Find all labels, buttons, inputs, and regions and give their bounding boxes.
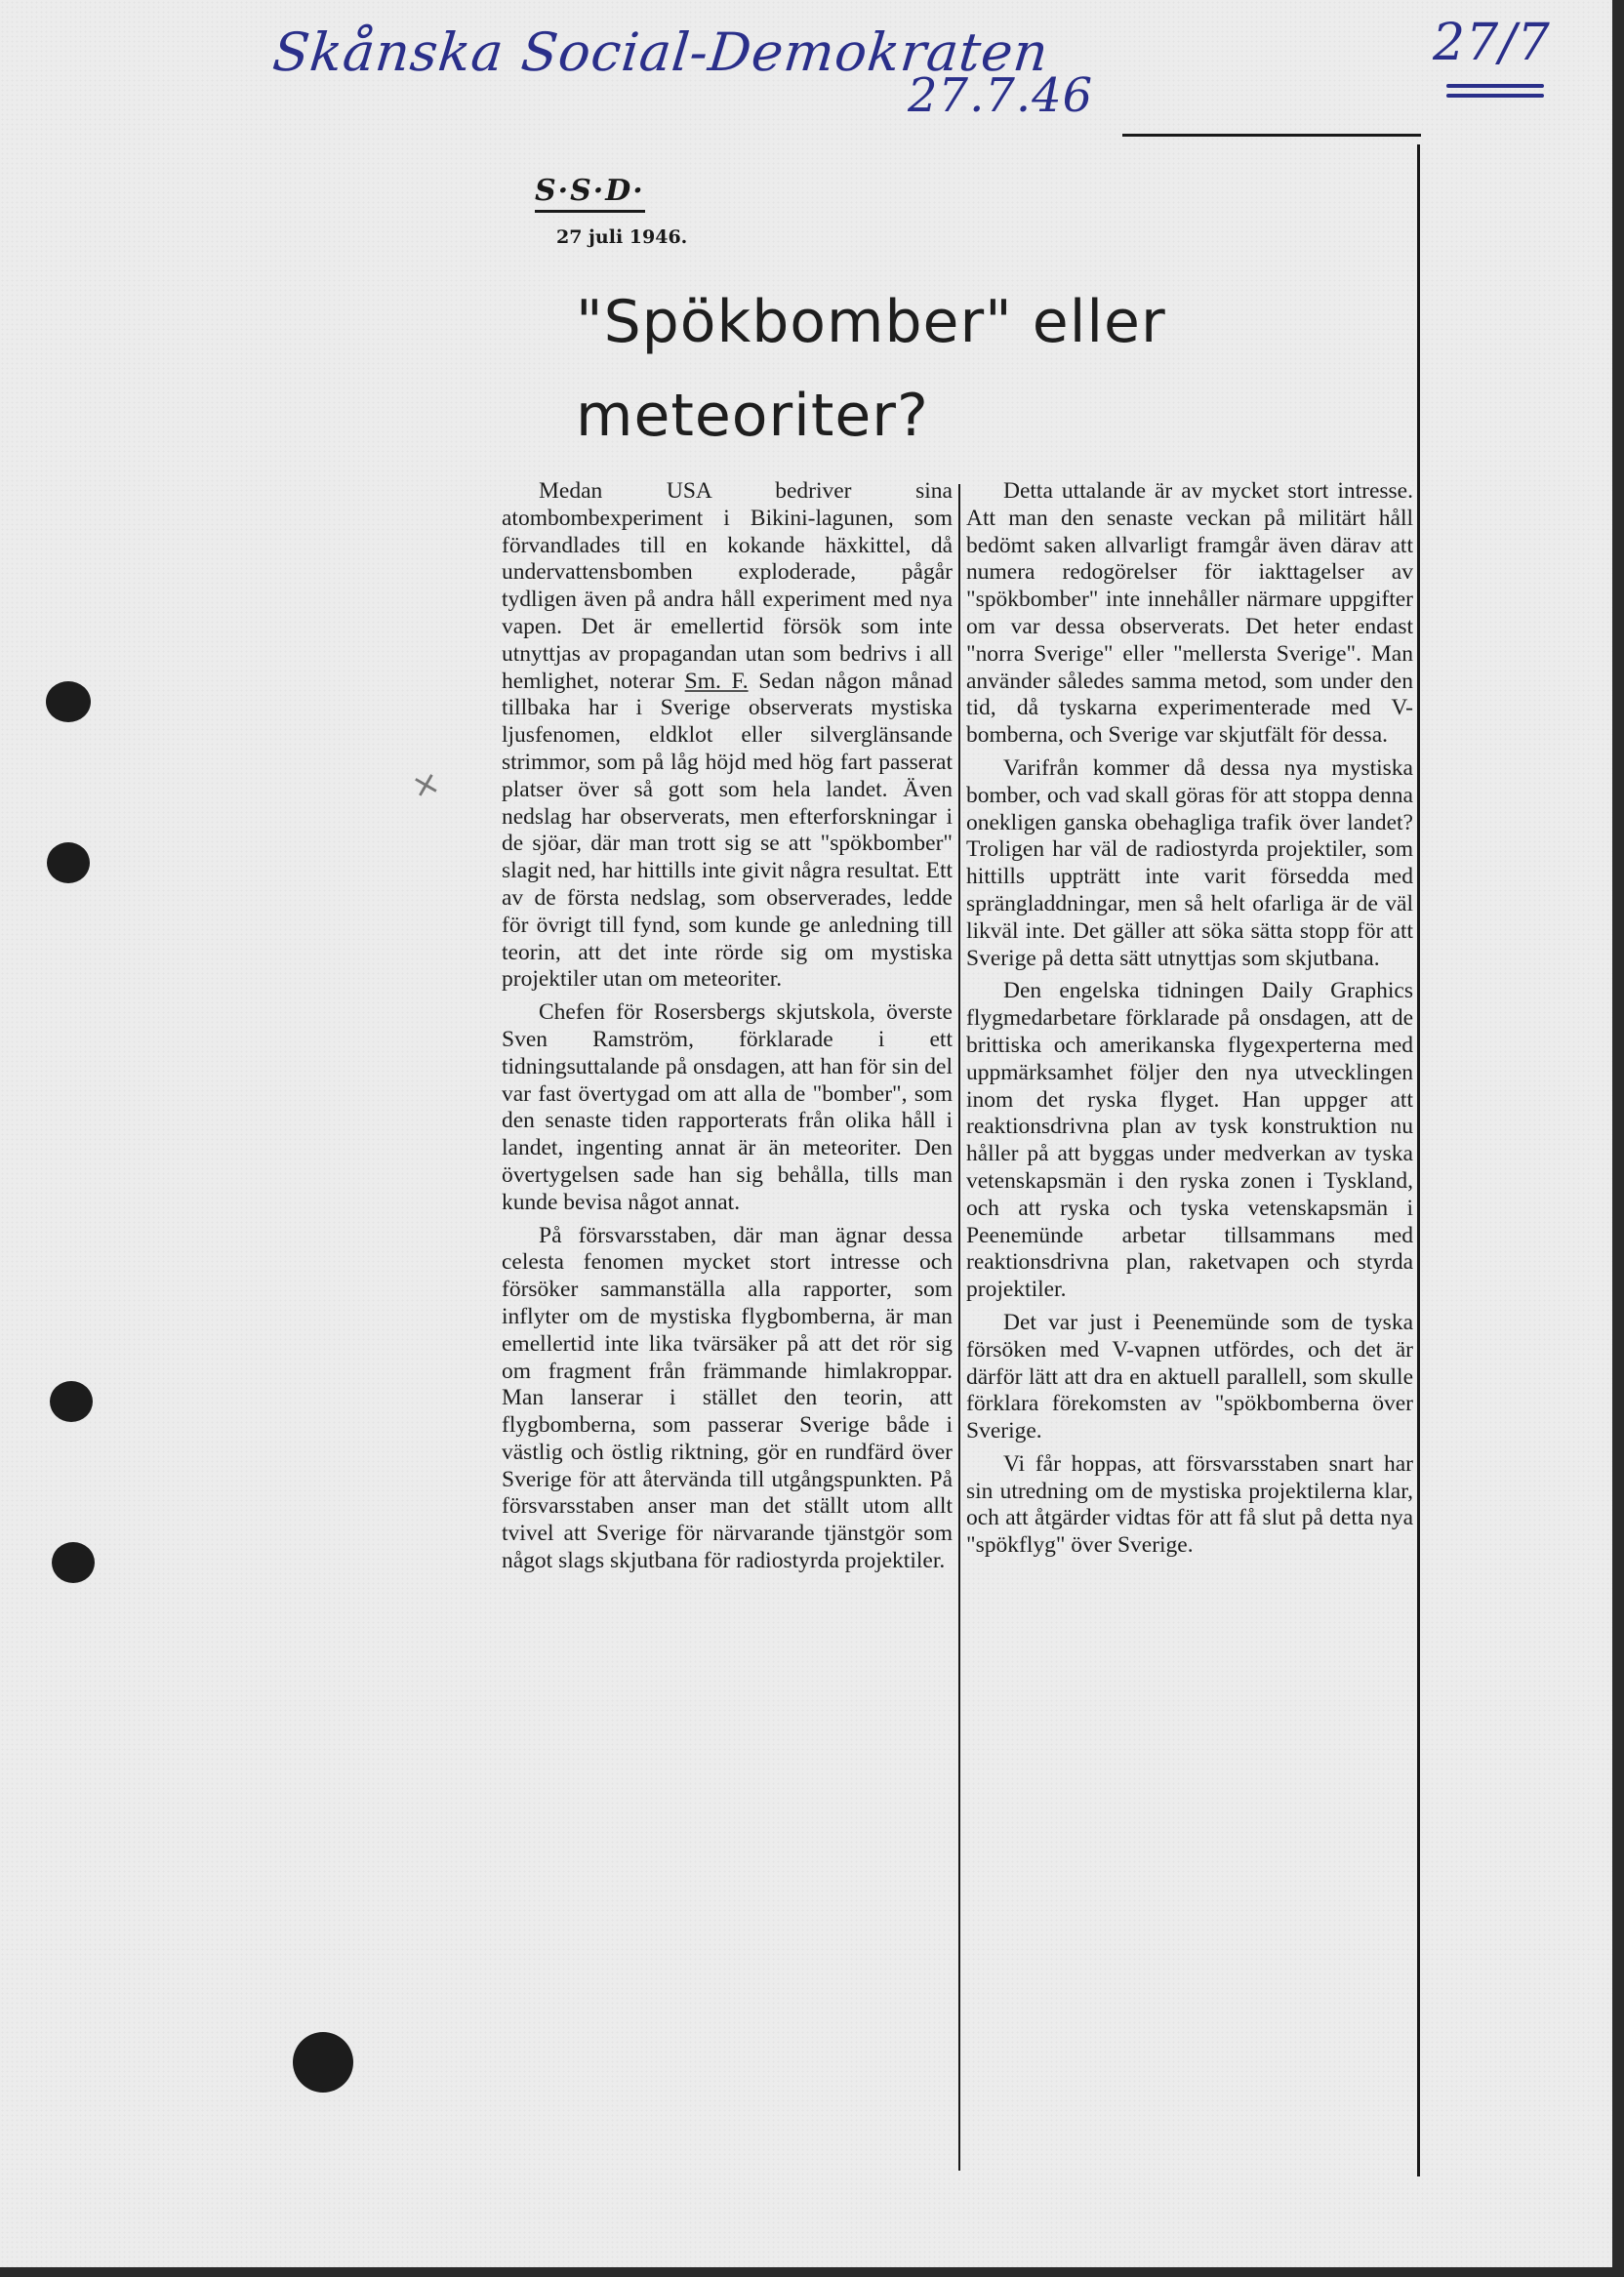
paragraph: Den engelska tidningen Daily Graphics flygmedarbetare förklarade på onsdagen, att de brittiska och amerikanska flygexperterna med uppmärksamhet följer den nya utvecklingen inom det ryska flyget. Han uppger att reaktionsdrivna plan av tysk konstruktion nu håller på att byggas under medverkan av tyska vetenskapsmän i den ryska zonen i Tyskland, och att ryska och tyska vetenskapsmän i Peenemünde arbetar tillsammans med reaktionsdrivna plan, raketvapen och styrda projektiler. bbox=[966, 978, 1413, 1303]
handwritten-page-ref: 27/7 bbox=[1433, 14, 1551, 72]
paragraph: Vi får hoppas, att försvarsstaben snart har sin utredning om de mystiska projektilerna klar, och att åtgärder vidtas för att få slut på detta nya "spökflyg" över Sverige. bbox=[966, 1450, 1413, 1559]
punch-hole-icon bbox=[46, 681, 91, 722]
clipping-border-right bbox=[1417, 144, 1420, 2176]
clipping-border-top bbox=[1122, 134, 1421, 137]
margin-x-mark-icon: × bbox=[407, 761, 445, 808]
paragraph: Det var just i Peenemünde som de tyska försöken med V-vapnen utfördes, och det är därför lätt att dra en aktuell parallell, som skulle förklara förekomsten av "spökbomberna över Sverige. bbox=[966, 1309, 1413, 1444]
punch-hole-icon bbox=[52, 1542, 95, 1583]
headline-line-2: meteoriter? bbox=[576, 382, 929, 450]
paragraph: Chefen för Rosersbergs skjutskola, överste Sven Ramström, förklarade i ett tidningsuttalande på onsdagen, att han för sin del var fast övertygad om att alla de "bomber", som den senaste tiden rapporterats från olika håll i landet, ingenting annat är än meteoriter. Den övertygelsen sade han sig behålla, tills man kunde bevisa något annat. bbox=[502, 999, 953, 1215]
handwritten-underline bbox=[1446, 84, 1544, 88]
article-column-right bbox=[966, 478, 1413, 1565]
handwritten-date-note: 27.7.46 bbox=[908, 68, 1094, 123]
punch-hole-icon bbox=[47, 842, 90, 883]
headline-line-1: "Spökbomber" eller bbox=[576, 288, 1166, 356]
paragraph: Detta uttalande är av mycket stort intresse. Att man den senaste veckan på militärt håll bedömt saken allvarligt framgår även därav att numera redogörelser för iakttagelser av "spökbomber" inte innehåller närmare uppgifter om var dessa observerats. Det heter endast "norra Sverige" eller "mellersta Sverige". Man använder således samma metod, som under den tid, då tyskarna experimenterade med V-bomberna, och Sverige var skjutfält för dessa. bbox=[966, 478, 1413, 749]
handwritten-underline bbox=[1446, 94, 1544, 98]
article-column-left bbox=[502, 478, 953, 1581]
article-headline bbox=[576, 275, 1259, 463]
paragraph: Varifrån kommer då dessa nya mystiska bomber, och vad skall göras för att stoppa denna onekligen ganska obehagliga trafik över landet? Troligen har väl de radiostyrda projektiler, som hittills uppträtt inte varit försedda med sprängladdningar, men så helt ofarliga är de väl likväl inte. Det gäller att söka sätta stopp för att Sverige på detta sätt utnyttjas som skjutbana. bbox=[966, 754, 1413, 971]
paragraph: Medan USA bedriver sina atombombexperiment i Bikini-lagunen, som förvandlades till en kokande häxkittel, då undervattensbomben exploderade, pågår tydligen även på andra håll experiment med nya vapen. Det är emellertid försök som inte utnyttjas av propagandan utan som bedrivs i all hemlighet, noterar Sm. F. Sedan någon månad tillbaka har i Sverige observerats mystiska ljusfenomen, eldklot eller silverglänsande strimmor, som på låg höjd med hög fart passerat platser över så gott som hela landet. Även nedslag har observerats, men efterforskningar i de sjöar, där man trott sig se att "spökbomber" slagit ned, har hittills inte givit några resultat. Ett av de första nedslag, som observerades, ledde för övrigt till fynd, som kunde ge anledning till teorin, att det inte rörde sig om mystiska projektiler utan om meteoriter. bbox=[502, 478, 953, 993]
punch-hole-icon bbox=[50, 1381, 93, 1422]
publication-date: 27 juli 1946. bbox=[556, 226, 688, 248]
punch-hole-icon bbox=[293, 2032, 353, 2093]
underlined-source-mark: Sm. F. bbox=[684, 668, 749, 694]
handwritten-source-note: Skånska Social-Demokraten bbox=[269, 21, 1052, 83]
paragraph: På försvarsstaben, där man ägnar dessa celesta fenomen mycket stort intresse och försöker sammanställa alla rapporter, som inflyter om de mystiska flygbomberna, är man emellertid inte lika tvärsäker på att det rör sig om fragment från främmande himlakroppar. Man lanserar i stället den teorin, att flygbomberna, som passerar Sverige både i västlig och östlig riktning, gör en rundfärd över Sverige för att återvända till utgångspunkten. På försvarsstaben anser man det ställt utom allt tvivel att Sverige för närvarande tjänstgör som något slags skjutbana för radiostyrda projektiler. bbox=[502, 1222, 953, 1574]
column-divider bbox=[958, 484, 960, 2171]
newspaper-masthead: S·S·D· bbox=[535, 174, 645, 213]
